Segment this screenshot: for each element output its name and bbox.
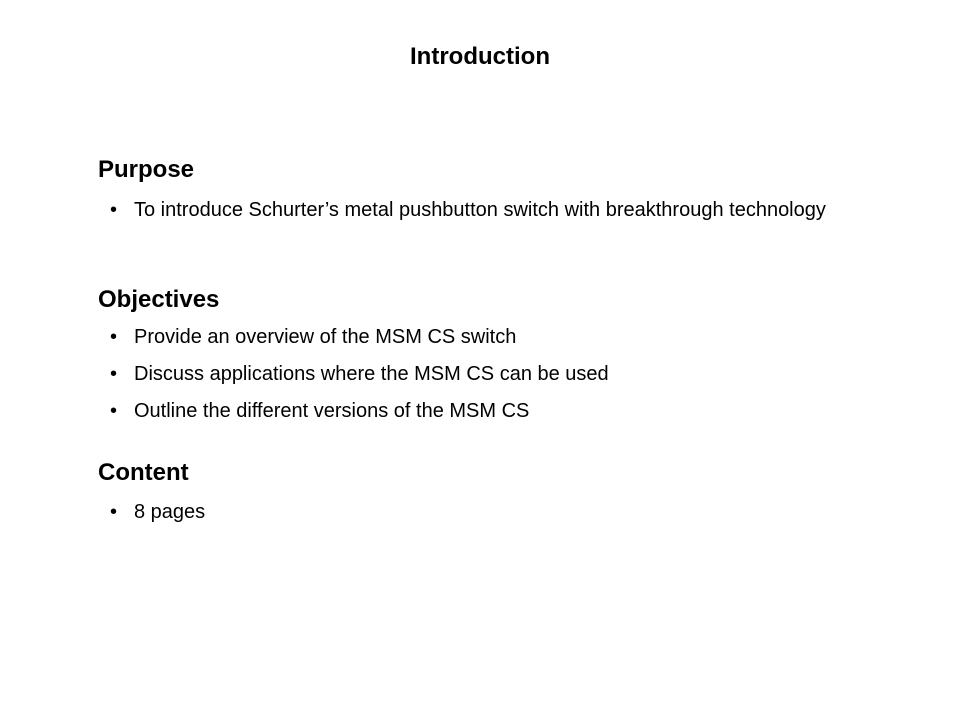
bullet-dot-icon: • xyxy=(110,400,118,422)
bullet-item xyxy=(98,497,878,527)
bullet-list-objectives xyxy=(98,322,878,426)
section-heading-content: Content xyxy=(98,459,189,486)
slide-title: Introduction xyxy=(410,43,550,70)
section-heading-purpose: Purpose xyxy=(98,156,195,183)
section-heading-objectives: Objectives xyxy=(98,286,220,313)
bullet-text: To introduce Schurter’s metal pushbutton switch with breakthrough technology xyxy=(134,199,826,221)
section-purpose xyxy=(98,155,878,225)
bullet-dot-icon: • xyxy=(110,363,118,385)
bullet-text: Discuss applications where the MSM CS can be used xyxy=(134,363,609,385)
bullet-list-content xyxy=(98,497,878,527)
bullet-dot-icon: • xyxy=(110,199,118,221)
bullet-text: 8 pages xyxy=(134,501,206,523)
bullet-text: Provide an overview of the MSM CS switch xyxy=(134,326,517,348)
bullet-item xyxy=(98,396,878,426)
bullet-dot-icon: • xyxy=(110,326,118,348)
section-content xyxy=(98,458,878,527)
bullet-item xyxy=(98,322,878,352)
bullet-text: Outline the different versions of the MSM CS xyxy=(134,400,530,422)
section-objectives xyxy=(98,285,878,426)
bullet-item xyxy=(98,195,878,225)
bullet-dot-icon: • xyxy=(110,501,118,523)
bullet-item xyxy=(98,359,878,389)
bullet-list-purpose xyxy=(98,195,878,225)
